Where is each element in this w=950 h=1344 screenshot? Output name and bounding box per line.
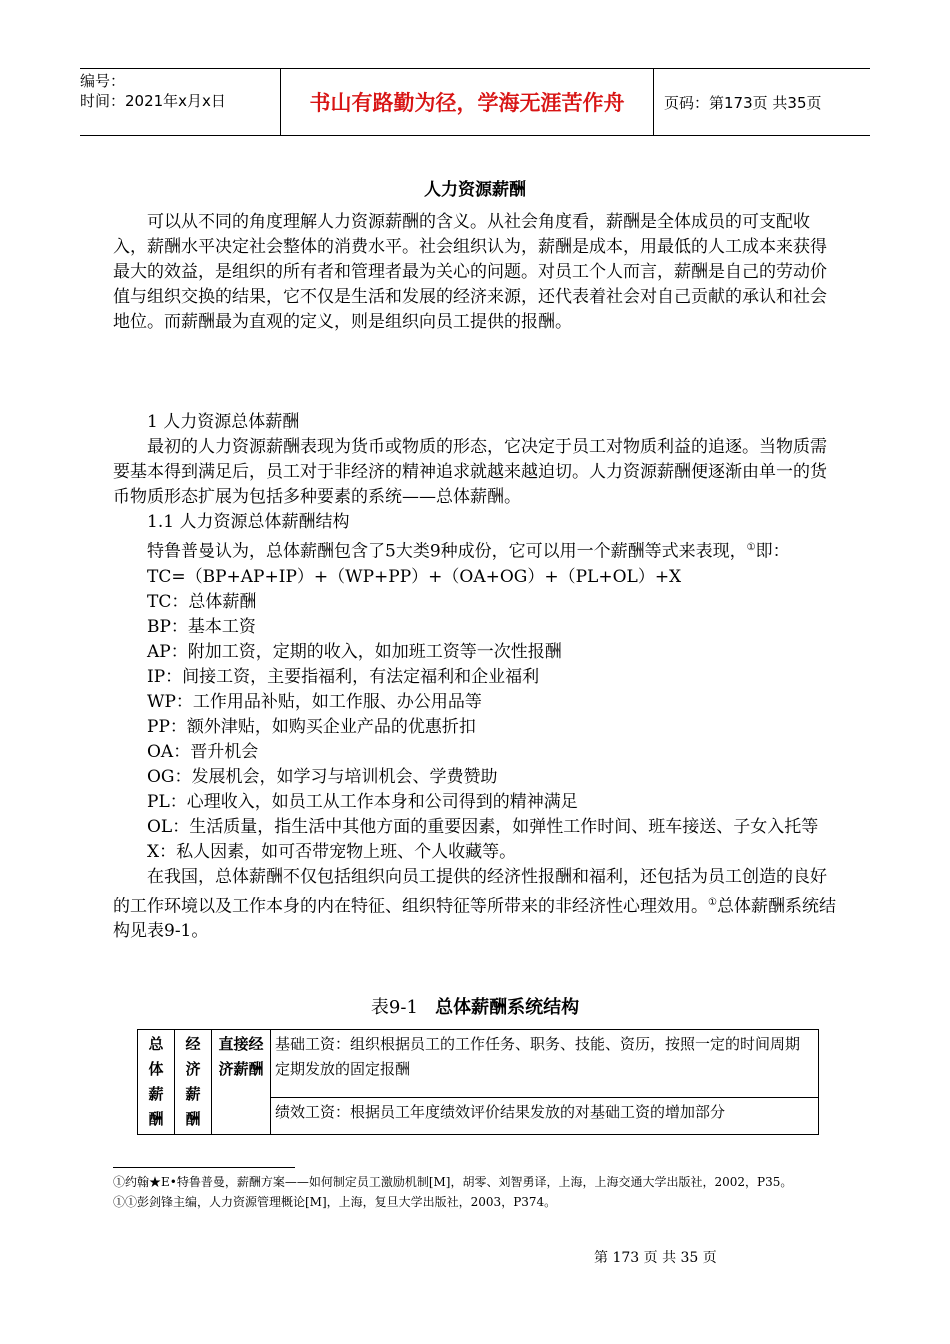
intro-section (113, 210, 843, 335)
header-meta (80, 69, 281, 135)
col-total-compensation: 总体薪酬 (138, 1030, 175, 1135)
page-footer: 第 173 页 共 35 页 (594, 1250, 717, 1266)
section11-text-b: 即： (755, 541, 790, 562)
table-caption-number: 表9-1 (370, 997, 418, 1018)
compensation-table (137, 1029, 819, 1135)
table-cell-performance-wage: 绩效工资：根据员工年度绩效评价结果发放的对基础工资的增加部分 (271, 1097, 819, 1134)
section-1 (113, 410, 843, 944)
page-header (80, 68, 870, 136)
time-label: 时间：2021年x月x日 (80, 92, 226, 110)
header-page-info: 页码：第173页 共35页 (664, 93, 822, 112)
section1-heading: 1 人力资源总体薪酬 (147, 412, 300, 432)
table-caption (0, 993, 950, 1019)
definition-item: PP：额外津贴，如购买企业产品的优惠折扣 (147, 716, 476, 737)
document-title: 人力资源薪酬 (424, 180, 526, 200)
col-economic-compensation: 经济薪酬 (175, 1030, 212, 1135)
closing-paragraph (113, 865, 843, 945)
footnote-ref: ① (708, 896, 717, 908)
definition-item: TC：总体薪酬 (147, 591, 257, 612)
footnotes (113, 1172, 833, 1212)
footnote-1: ①约翰★E•特鲁普曼，薪酬方案——如何制定员工激励机制[M]，胡零、刘智勇译，上海，上海交通大学出版社，2002，P35。 (113, 1175, 793, 1189)
definition-item: OG：发展机会，如学习与培训机会、学费赞助 (147, 766, 498, 787)
footnote-2: ①①彭剑锋主编，人力资源管理概论[M]，上海，复旦大学出版社，2003，P374。 (113, 1195, 557, 1209)
closing-text-a: 在我国，总体薪酬不仅包括组织向员工提供的经济性报酬和福利，还包括为员工创造的良好的工作环境以及工作本身的内在特征、组织特征等所带来的非经济性心理效用。 (113, 866, 827, 917)
section11-text-a: 特鲁普曼认为，总体薪酬包含了5大类9种成份，它可以用一个薪酬等式来表现， (147, 541, 747, 562)
definition-item: AP：附加工资，定期的收入，如加班工资等一次性报酬 (147, 641, 562, 662)
definition-item: OA：晋升机会 (147, 741, 259, 762)
formula: TC=（BP+AP+IP）+（WP+PP）+（OA+OG）+（PL+OL）+X (147, 566, 682, 587)
definition-item: PL：心理收入，如员工从工作本身和公司得到的精神满足 (147, 791, 578, 812)
definition-item: IP：间接工资，主要指福利，有法定福利和企业福利 (147, 666, 540, 687)
col-direct-economic: 直接经济薪酬 (212, 1030, 271, 1135)
footnote-ref: ① (746, 542, 756, 553)
footnote-divider (113, 1167, 295, 1168)
definition-item: WP：工作用品补贴，如工作服、办公用品等 (147, 691, 482, 712)
section11-paragraph (113, 535, 843, 565)
section1-paragraph: 最初的人力资源薪酬表现为货币或物质的形态，它决定于员工对物质利益的追逐。当物质需要基本得到满足后，员工对于非经济的精神追求就越来越迫切。人力资源薪酬便逐渐由单一的货币物质形态扩展为包括多种要素的系统——总体薪酬。 (113, 437, 827, 507)
table-row (138, 1030, 819, 1098)
intro-paragraph: 可以从不同的角度理解人力资源薪酬的含义。从社会角度看，薪酬是全体成员的可支配收入，薪酬水平决定社会整体的消费水平。社会组织认为，薪酬是成本，用最低的人工成本来获得最大的效益，是组织的所有者和管理者最为关心的问题。对员工个人而言，薪酬是自己的劳动价值与组织交换的结果，它不仅是生活和发展的经济来源，还代表着社会对自己贡献的承认和社会地位。而薪酬最为直观的定义，则是组织向员工提供的报酬。 (113, 212, 827, 332)
section11-heading: 1.1 人力资源总体薪酬结构 (147, 512, 350, 532)
header-motto: 书山有路勤为径，学海无涯苦作舟 (281, 69, 654, 135)
table-cell-basic-wage: 基础工资：组织根据员工的工作任务、职务、技能、资历，按照一定的时间周期定期发放的固定报酬 (271, 1030, 819, 1098)
definition-item: X：私人因素，如可否带宠物上班、个人收藏等。 (147, 841, 517, 862)
definition-list (113, 590, 843, 865)
definition-item: OL：生活质量，指生活中其他方面的重要因素，如弹性工作时间、班车接送、子女入托等 (147, 816, 819, 837)
number-label: 编号： (80, 72, 126, 90)
definition-item: BP：基本工资 (147, 616, 256, 637)
table-caption-title: 总体薪酬系统结构 (435, 997, 580, 1018)
closing-text-b: 总体薪酬系统结构见表9-1。 (113, 896, 836, 942)
